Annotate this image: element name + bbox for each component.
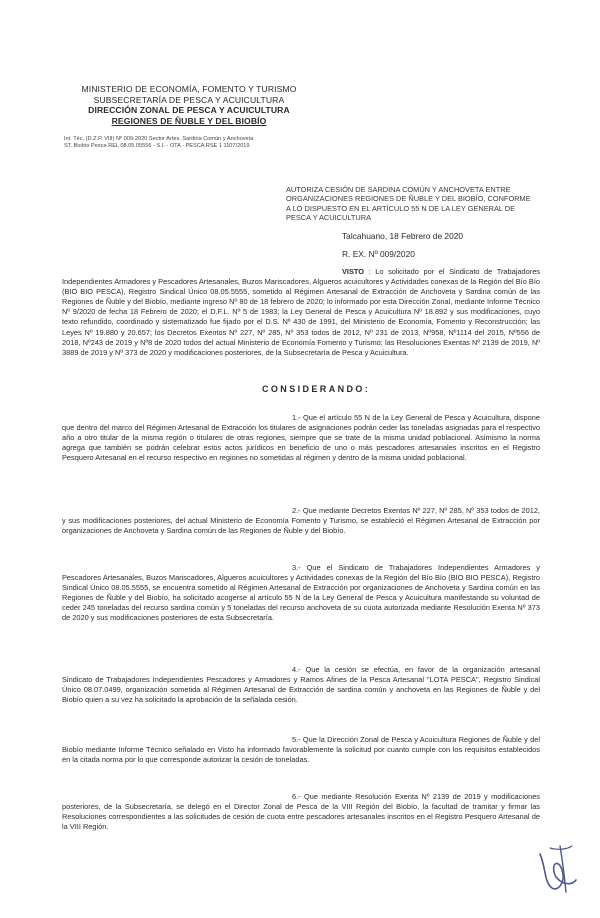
considerando-item-5: 5.- Que la Dirección Zonal de Pesca y Acuicultura Regiones de Ñuble y del Biobío mediante Informe Técnico señalado en Visto ha informado favorablemente la solicitud por cuanto cumple con los requisitos establecidos en la citada norma por lo que corresponde autorizar la cesión de toneladas. <box>62 735 540 765</box>
considerando-heading: CONSIDERANDO: <box>262 384 371 394</box>
resolution-number: R. EX. Nº 009/2020 <box>342 249 415 259</box>
visto-paragraph <box>62 267 540 358</box>
considerando-item-3: 3.- Que el Sindicato de Trabajadores Independientes Armadores y Pescadores Artesanales, Buzos Mariscadores, Algueros acuicultores y Actividades conexas de la Región del Bío Bío (BIO BIO PESCA), Registro Sindical Único 08.05.5555, se encuentra sometido al Régimen Artesanal de Extracción por organizaciones de Anchoveta y Sardina común en las Regiones de Ñuble y del Biobío, ha solicitado acogerse al artículo 55 N de la Ley General de Pesca y Acuicultura manifestando su voluntad de ceder 245 toneladas del recurso sardina común y 5 toneladas del recurso anchoveta de su cuota autorizada mediante Resolución Exenta Nº 373 de 2020 y sus modificaciones posteriores de esta Subsecretaría. <box>62 563 540 623</box>
visto-text: : Lo solicitado por el Sindicato de Trabajadores Independientes Armadores y Pescadores Artesanales, Buzos Mariscadores, Algueros acuicultores y Actividades conexas de la Región del Bío Bío (BIO BIO PESCA), Registro Sindical Único 08.05.5555, sometido al Régimen Artesanal de Extracción de Anchoveta y Sardina común de las Regiones de Ñuble y del Biobío, mediante ingreso Nº 80 de 18 febrero de 2020; lo informado por esta Dirección Zonal, mediante Informe Técnico Nº 9/2020 de fecha 18 Febrero de 2020; el D.F.L. Nº 5 de 1983; la Ley General de Pesca y Acuicultura Nº 18.892 y sus modificaciones, cuyo texto refundido, coordinado y sistematizado fue fijado por el D.S. Nº 430 de 1991, del Ministerio de Economía, Fomento y Reconstrucción; las Leyes Nº 19.880 y 20.657; los Decretos Exentos Nº 227, Nº 285, Nº 353 todos de 2012, Nº 231 de 2013, Nº958, Nº1114 del 2015, Nº556 de 2018, Nº243 de 2019 y Nº8 de 2020 todos del actual Ministerio de Economía Fomento y Turismo; las Resoluciones Exentas Nº 2139 de 2019, Nº 3889 de 2019 y Nº 373 de 2020 y modificaciones posteriores, de la Subsecretaría de Pesca y Acuicultura. <box>62 267 541 357</box>
subsecretariat-line: SUBSECRETARÍA DE PESCA Y ACUICULTURA <box>93 94 285 105</box>
letterhead <box>74 84 304 126</box>
resolution-subject: AUTORIZA CESIÓN DE SARDINA COMÚN Y ANCHOVETA ENTRE ORGANIZACIONES REGIONES DE ÑUBLE Y DEL BIOBÍO, CONFORME A LO DISPUESTO EN EL ARTÍCULO 55 N DE LA LEY GENERAL DE PESCA Y ACUICULTURA <box>286 185 531 223</box>
internal-reference-line-1: Int. Téc. (D.Z.P. VIII) Nº 009-2020 Sector Artes. Sardina Común y Anchoveta <box>64 136 254 142</box>
considerando-item-4: 4.- Que la cesión se efectúa, en favor de la organización artesanal Sindicato de Trabajadores Independientes Pescadores y Armadores y Ramos Afines de la Pesca Artesanal "LOTA PESCA", Registro Sindical Único 08.07.0499, organización sometida al Régimen Artesanal de Extracción de sardina común y anchoveta en las Regiones de Ñuble y del Biobío quien a su vez ha solicitado la aprobación de la señalada cesión. <box>62 665 540 705</box>
internal-reference-line-2: ST. Biobío Pesca REL 08.05.05556 - S.I. - OTA - PESCA RSE 1 1107/2019 <box>64 143 250 149</box>
ministry-line: MINISTERIO DE ECONOMÍA, FOMENTO Y TURISMO <box>81 84 297 94</box>
considerando-item-1: 1.- Que el artículo 55 N de la Ley General de Pesca y Acuicultura, dispone que dentro del marco del Régimen Artesanal de Extracción los titulares de asignaciones podrán ceder las toneladas asignadas para el respectivo año a otro titular de la misma región o titulares de otras regiones, siempre que se trate de la misma unidad poblacional. Asimismo la norma agrega que también se podrán celebrar estos actos jurídicos en beneficio de uno o más pescadores artesanales inscritos en el Registro Pesquero Artesanal en el recurso respectivo en regiones no sometidas al régimen y dentro de la misma unidad poblacional. <box>62 413 540 463</box>
considerando-item-6: 6.- Que mediante Resolución Exenta Nº 2139 de 2019 y modificaciones posteriores, de la Subsecretaría, se delegó en el Director Zonal de Pesca de la VIII Región del Biobío, la facultad de tramitar y firmar las Resoluciones correspondientes a las solicitudes de cesión de cuota entre pescadores artesanales inscritos en el Registro Pesquero Artesanal de la VIII Región. <box>62 792 540 832</box>
resolution-date: Talcahuano, 18 Febrero de 2020 <box>342 231 464 241</box>
internal-reference <box>64 136 304 150</box>
directorate-line: DIRECCIÓN ZONAL DE PESCA Y ACUICULTURA <box>88 105 290 115</box>
handwritten-signature <box>526 838 586 898</box>
considerando-item-2: 2.- Que mediante Decretos Exentos Nº 227, Nº 285, Nº 353 todos de 2012, y sus modificaciones posteriores, del actual Ministerio de Economía Fomento y Turismo, se estableció el Régimen Artesanal de Extracción por organizaciones de Anchoveta y Sardina común de las Regiones de Ñuble y del Biobío. <box>62 506 540 536</box>
visto-label: VISTO <box>342 267 365 276</box>
regions-line: REGIONES DE ÑUBLE Y DEL BIOBÍO <box>111 115 267 126</box>
